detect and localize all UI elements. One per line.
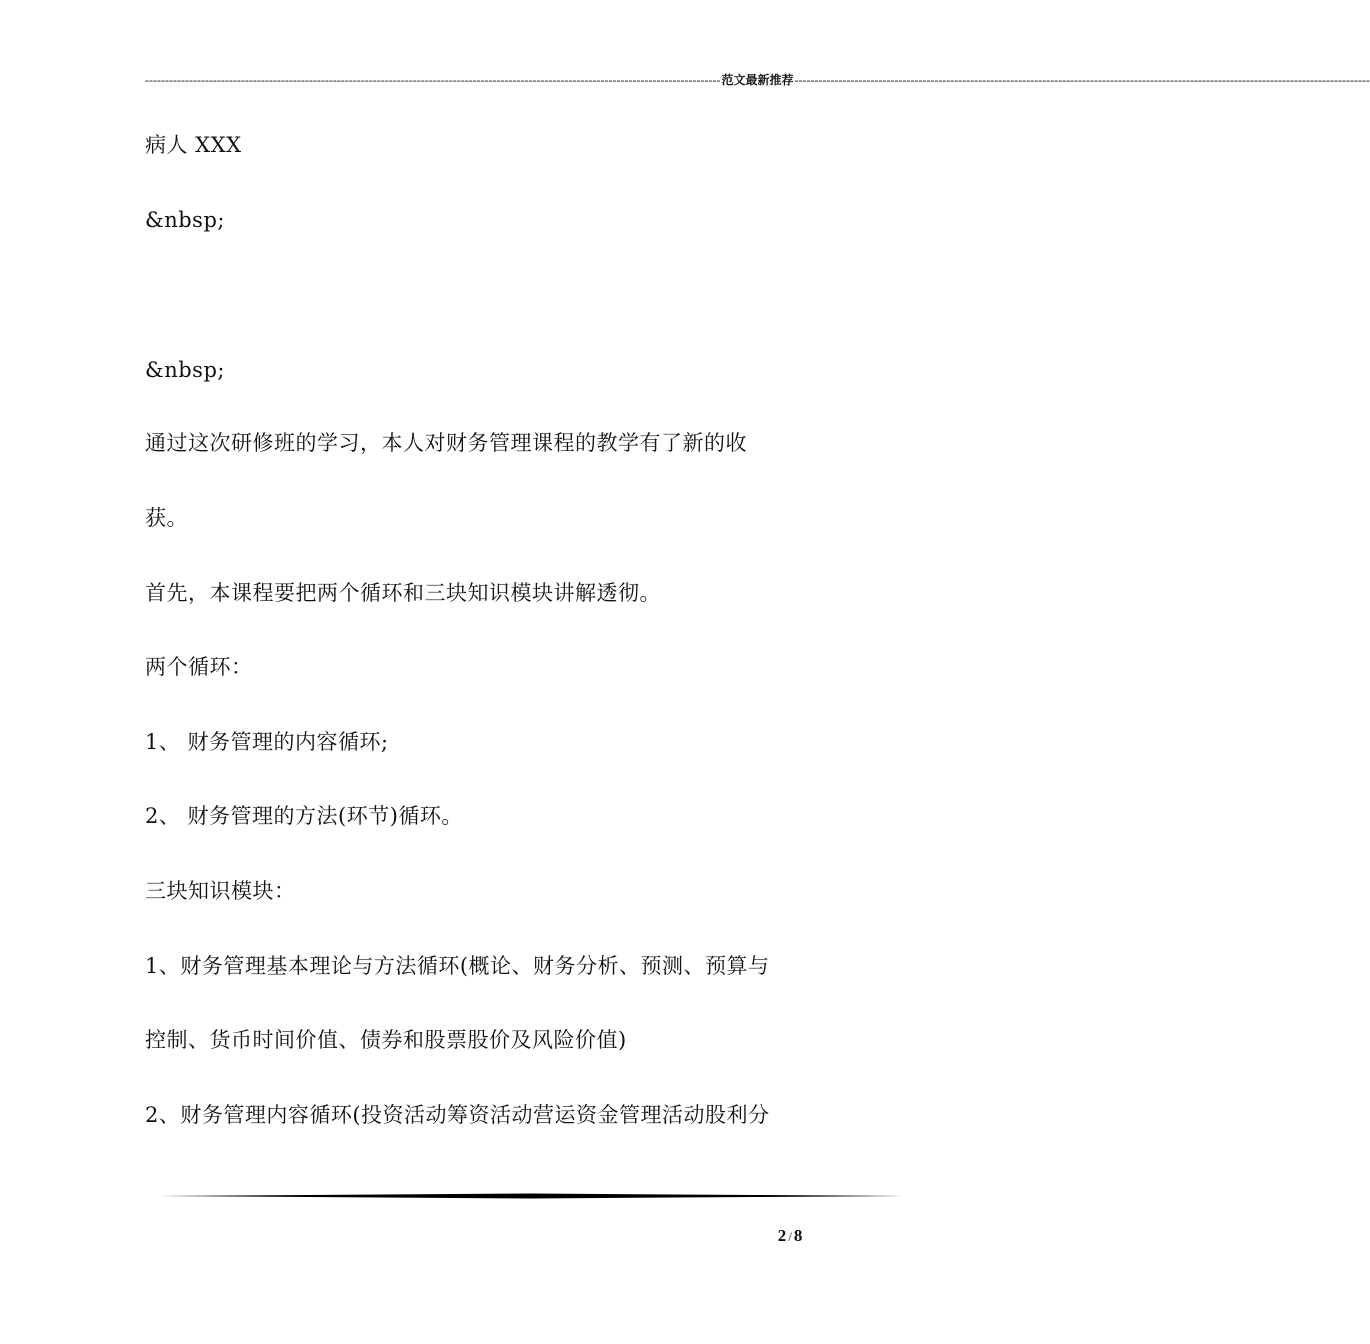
page-current: 2 [777, 1226, 787, 1245]
header-dash-right: ------------------------------------------------------------------------------------------------------------------------------------------------ [794, 73, 1370, 87]
text-line-cycle-1: 1、 财务管理的内容循环; [145, 730, 389, 754]
text-line-nbsp-2: &nbsp; [145, 358, 225, 382]
text-line-intro-cont: 获。 [145, 506, 188, 530]
text-line-module-2: 2、财务管理内容循环(投资活动筹资活动营运资金管理活动股利分 [145, 1103, 770, 1127]
text-line-two-cycles: 两个循环： [145, 655, 253, 679]
page-header [145, 70, 1370, 90]
page-number [760, 1226, 820, 1246]
footer-rule [158, 1193, 904, 1199]
header-title: 范文最新推荐 [721, 73, 794, 87]
page-total: 8 [793, 1226, 803, 1245]
text-line-nbsp-1: &nbsp; [145, 208, 225, 232]
page-separator: / [788, 1229, 792, 1244]
text-line-three-modules: 三块知识模块： [145, 879, 296, 903]
text-line-module-1-cont: 控制、货币时间价值、债券和股票股价及风险价值) [145, 1028, 627, 1052]
text-line-first: 首先，本课程要把两个循环和三块知识模块讲解透彻。 [145, 581, 661, 605]
text-line-patient: 病人 XXX [145, 133, 242, 157]
text-line-intro: 通过这次研修班的学习，本人对财务管理课程的教学有了新的收 [145, 431, 747, 455]
text-line-cycle-2: 2、 财务管理的方法(环节)循环。 [145, 804, 463, 828]
text-line-module-1: 1、财务管理基本理论与方法循环(概论、财务分析、预测、预算与 [145, 954, 770, 978]
header-dash-left: ------------------------------------------------------------------------------------------------------------------------------------------------ [145, 73, 721, 87]
